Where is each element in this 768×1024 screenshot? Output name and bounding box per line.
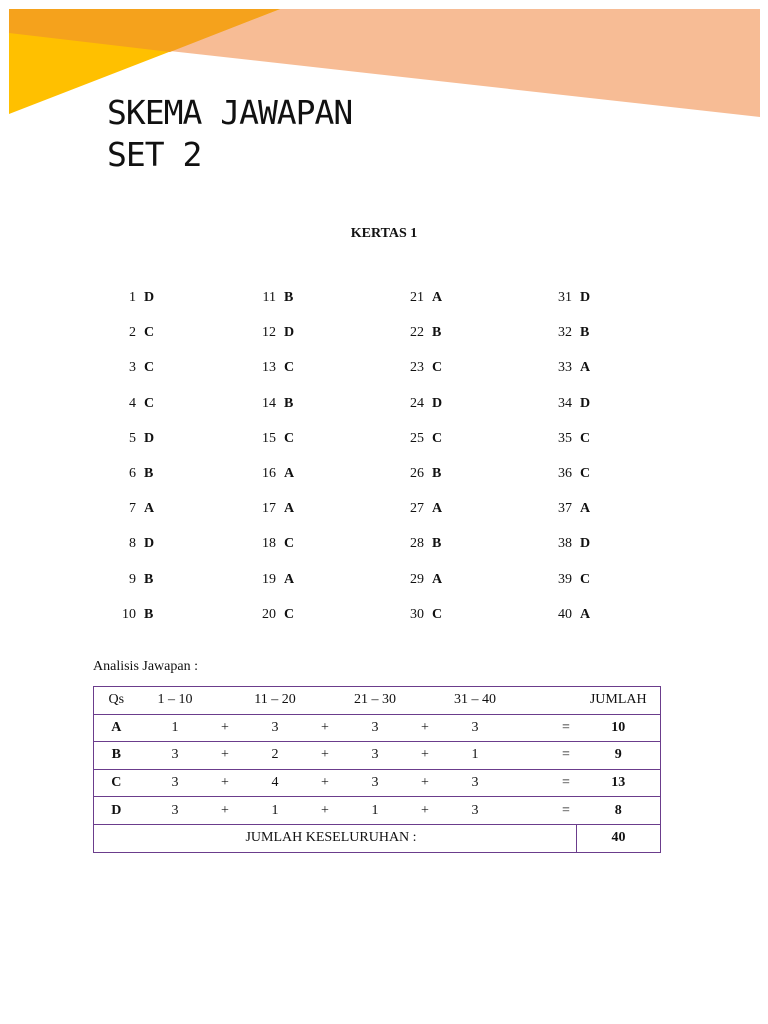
answer-letter: D xyxy=(144,430,155,446)
analysis-grand-total-row xyxy=(94,824,661,852)
option-label: D xyxy=(94,797,139,825)
analysis-label: Analisis Jawapan : xyxy=(93,659,198,674)
answer-item xyxy=(240,571,360,606)
plus-sign: + xyxy=(312,714,339,742)
answer-item xyxy=(388,465,508,500)
answer-item xyxy=(388,500,508,535)
answer-item xyxy=(536,500,656,535)
answer-item xyxy=(100,500,220,535)
plus-sign: + xyxy=(412,769,439,797)
answer-letter: C xyxy=(284,430,295,446)
question-number: 15 xyxy=(262,430,276,446)
answer-item xyxy=(536,430,656,465)
answer-letter: B xyxy=(432,465,442,481)
row-total: 13 xyxy=(577,769,661,797)
answer-letter: A xyxy=(432,501,443,517)
question-number: 16 xyxy=(262,465,276,481)
answer-item xyxy=(100,430,220,465)
plus-sign: + xyxy=(312,742,339,770)
answer-item xyxy=(388,571,508,606)
question-number: 18 xyxy=(262,536,276,552)
answer-letter: A xyxy=(580,606,591,622)
answer-letter: B xyxy=(144,606,154,622)
row-total: 10 xyxy=(577,714,661,742)
question-number: 9 xyxy=(129,571,136,587)
answer-item xyxy=(388,606,508,641)
answer-item xyxy=(536,606,656,641)
question-number: 37 xyxy=(558,501,572,517)
plus-sign: + xyxy=(212,742,239,770)
analysis-row-c xyxy=(94,769,661,797)
question-number: 21 xyxy=(410,290,424,305)
answer-column xyxy=(240,289,360,641)
question-number: 29 xyxy=(410,571,424,587)
equals-sign: = xyxy=(556,797,577,825)
equals-sign: = xyxy=(556,714,577,742)
title-line-2: SET 2 xyxy=(107,135,202,174)
answer-item xyxy=(536,535,656,570)
grand-total-value: 40 xyxy=(577,824,661,852)
row-total: 8 xyxy=(577,797,661,825)
question-number: 27 xyxy=(410,501,424,517)
answer-item xyxy=(536,571,656,606)
question-number: 7 xyxy=(129,501,136,517)
question-number: 1 xyxy=(129,290,136,305)
answer-letter: A xyxy=(432,290,443,305)
grand-total-label: JUMLAH KESELURUHAN : xyxy=(94,824,577,852)
count-cell: 3 xyxy=(139,742,212,770)
question-number: 10 xyxy=(122,606,136,622)
analysis-row-d xyxy=(94,797,661,825)
answer-letter: B xyxy=(580,325,590,341)
answer-item xyxy=(240,535,360,570)
answer-item xyxy=(388,430,508,465)
answer-item xyxy=(100,289,220,324)
answer-letter: A xyxy=(580,501,591,517)
plus-sign: + xyxy=(312,769,339,797)
question-number: 6 xyxy=(129,465,136,481)
plus-sign: + xyxy=(412,797,439,825)
question-number: 40 xyxy=(558,606,572,622)
question-number: 35 xyxy=(558,430,572,446)
question-number: 39 xyxy=(558,571,572,587)
answer-letter: D xyxy=(580,536,591,552)
answer-item xyxy=(536,359,656,394)
analysis-row-a xyxy=(94,714,661,742)
question-number: 13 xyxy=(262,360,276,376)
answer-item xyxy=(240,289,360,324)
answer-letter: C xyxy=(284,360,295,376)
answer-item xyxy=(536,324,656,359)
row-total: 9 xyxy=(577,742,661,770)
answer-letter: C xyxy=(580,465,591,481)
answer-letter: C xyxy=(144,325,155,341)
question-number: 22 xyxy=(410,325,424,341)
question-number: 28 xyxy=(410,536,424,552)
answer-letter: B xyxy=(284,395,294,411)
question-number: 26 xyxy=(410,465,424,481)
answer-item xyxy=(388,289,508,324)
answer-item xyxy=(240,606,360,641)
answer-item xyxy=(388,324,508,359)
answer-item xyxy=(388,395,508,430)
analysis-row-b xyxy=(94,742,661,770)
answer-letter: A xyxy=(284,465,295,481)
count-cell: 3 xyxy=(139,769,212,797)
count-cell: 3 xyxy=(339,769,412,797)
question-number: 5 xyxy=(129,430,136,446)
answer-letter: D xyxy=(144,290,155,305)
header-jumlah: JUMLAH xyxy=(577,687,661,715)
count-cell: 1 xyxy=(439,742,512,770)
answer-letter: C xyxy=(284,606,295,622)
question-number: 36 xyxy=(558,465,572,481)
equals-sign: = xyxy=(556,742,577,770)
answer-letter: C xyxy=(580,430,591,446)
page-title xyxy=(107,92,352,176)
answer-letter: C xyxy=(432,430,443,446)
question-number: 33 xyxy=(558,360,572,376)
question-number: 2 xyxy=(129,325,136,341)
question-number: 8 xyxy=(129,536,136,552)
count-cell: 1 xyxy=(239,797,312,825)
answer-item xyxy=(100,535,220,570)
header-range-4: 31 – 40 xyxy=(439,687,512,715)
answer-column xyxy=(100,289,220,641)
answer-item xyxy=(100,395,220,430)
answer-letter: D xyxy=(580,395,591,411)
answer-item xyxy=(240,500,360,535)
question-number: 25 xyxy=(410,430,424,446)
plus-sign: + xyxy=(212,714,239,742)
option-label: B xyxy=(94,742,139,770)
answer-letter: D xyxy=(284,325,295,341)
question-number: 23 xyxy=(410,360,424,376)
plus-sign: + xyxy=(312,797,339,825)
analysis-header-row xyxy=(94,687,661,715)
question-number: 24 xyxy=(410,395,424,411)
answer-item xyxy=(536,289,656,324)
plus-sign: + xyxy=(412,714,439,742)
count-cell: 3 xyxy=(339,714,412,742)
answer-letter: D xyxy=(432,395,443,411)
answer-letter: C xyxy=(432,360,443,376)
count-cell: 1 xyxy=(139,714,212,742)
answer-letter: C xyxy=(284,536,295,552)
count-cell: 3 xyxy=(139,797,212,825)
answer-letter: C xyxy=(144,360,155,376)
option-label: A xyxy=(94,714,139,742)
analysis-table xyxy=(93,686,661,853)
answer-item xyxy=(240,465,360,500)
equals-sign: = xyxy=(556,769,577,797)
count-cell: 3 xyxy=(439,714,512,742)
question-number: 30 xyxy=(410,606,424,622)
question-number: 12 xyxy=(262,325,276,341)
answer-letter: B xyxy=(284,290,294,305)
question-number: 3 xyxy=(129,360,136,376)
count-cell: 3 xyxy=(439,769,512,797)
question-number: 14 xyxy=(262,395,276,411)
answer-item xyxy=(536,465,656,500)
answer-item xyxy=(536,395,656,430)
count-cell: 4 xyxy=(239,769,312,797)
answer-letter: B xyxy=(432,536,442,552)
answer-item xyxy=(100,465,220,500)
answer-letter: C xyxy=(432,606,443,622)
section-title: KERTAS 1 xyxy=(350,226,418,241)
answer-letter: A xyxy=(580,360,591,376)
answer-letter: C xyxy=(144,395,155,411)
plus-sign: + xyxy=(412,742,439,770)
answer-column xyxy=(388,289,508,641)
answer-letter: A xyxy=(432,571,443,587)
option-label: C xyxy=(94,769,139,797)
count-cell: 3 xyxy=(239,714,312,742)
answer-letter: B xyxy=(432,325,442,341)
header-range-1: 1 – 10 xyxy=(139,687,212,715)
question-number: 20 xyxy=(262,606,276,622)
answer-item xyxy=(100,359,220,394)
answer-item xyxy=(240,430,360,465)
answer-letter: B xyxy=(144,571,154,587)
answer-letter: C xyxy=(580,571,591,587)
question-number: 32 xyxy=(558,325,572,341)
answer-letter: A xyxy=(144,501,155,517)
answer-item xyxy=(240,324,360,359)
count-cell: 3 xyxy=(339,742,412,770)
question-number: 4 xyxy=(129,395,136,411)
plus-sign: + xyxy=(212,797,239,825)
header-range-3: 21 – 30 xyxy=(339,687,412,715)
answer-column xyxy=(536,289,656,641)
answer-item xyxy=(100,324,220,359)
count-cell: 3 xyxy=(439,797,512,825)
answer-letter: D xyxy=(580,290,591,305)
answer-item xyxy=(388,535,508,570)
header-range-2: 11 – 20 xyxy=(239,687,312,715)
count-cell: 1 xyxy=(339,797,412,825)
question-number: 17 xyxy=(262,501,276,517)
answer-letter: B xyxy=(144,465,154,481)
answer-item xyxy=(100,571,220,606)
answer-item xyxy=(240,395,360,430)
question-number: 11 xyxy=(262,290,276,305)
answer-letter: D xyxy=(144,536,155,552)
answer-item xyxy=(388,359,508,394)
answer-item xyxy=(240,359,360,394)
question-number: 31 xyxy=(558,290,572,305)
title-line-1: SKEMA JAWAPAN xyxy=(107,93,353,132)
answer-item xyxy=(100,606,220,641)
answer-letter: A xyxy=(284,571,295,587)
question-number: 19 xyxy=(262,571,276,587)
plus-sign: + xyxy=(212,769,239,797)
answer-letter: A xyxy=(284,501,295,517)
header-qs: Qs xyxy=(94,687,139,715)
question-number: 38 xyxy=(558,536,572,552)
question-number: 34 xyxy=(558,395,572,411)
count-cell: 2 xyxy=(239,742,312,770)
